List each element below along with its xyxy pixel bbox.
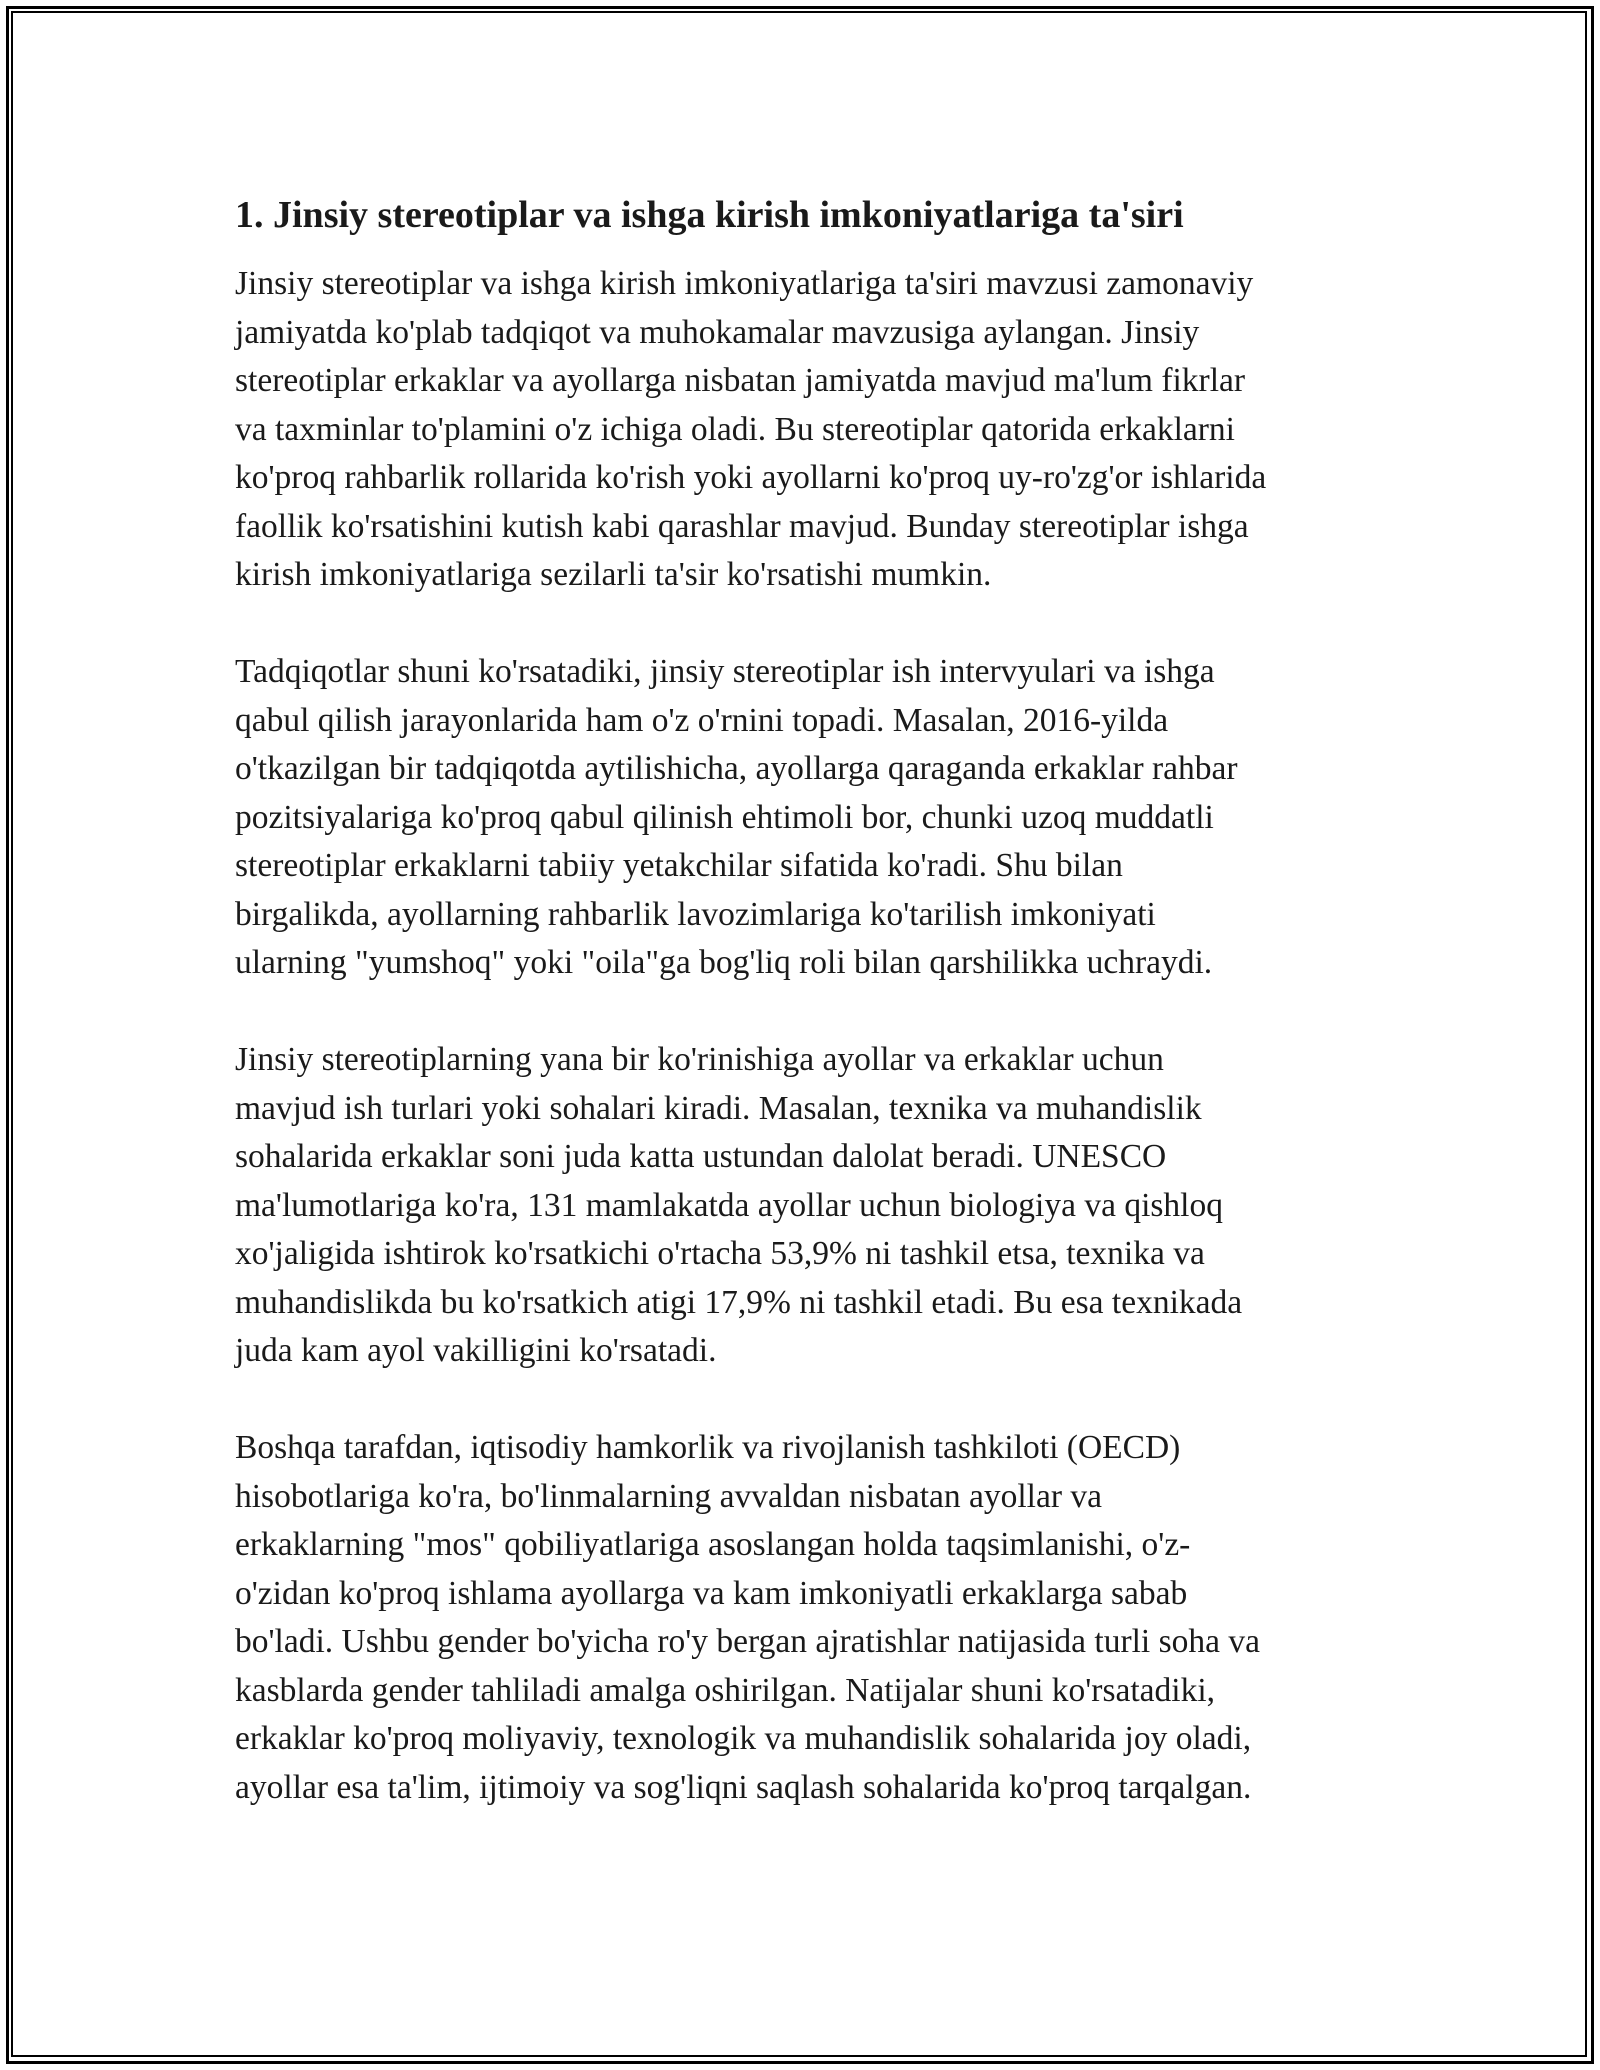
text-line: pozitsiyalariga ko'proq qabul qilinish ehtimoli bor, chunki uzoq muddatli (235, 798, 1214, 836)
text-line: ayollar esa ta'lim, ijtimoiy va sog'liqni saqlash sohalarida ko'proq tarqalgan. (235, 1768, 1252, 1806)
text-line: kirish imkoniyatlariga sezilarli ta'sir ko'rsatishi mumkin. (235, 556, 992, 593)
text-line: stereotiplar erkaklar va ayollarga nisbatan jamiyatda mavjud ma'lum fikrlar (235, 362, 1246, 399)
text-line: faollik ko'rsatishini kutish kabi qarashlar mavjud. Bunday stereotiplar ishga (235, 507, 1249, 545)
text-line: erkaklarning "mos" qobiliyatlariga asoslangan holda taqsimlanishi, o'z- (235, 1526, 1191, 1563)
text-line: xo'jaligida ishtirok ko'rsatkichi o'rtacha 53,9% ni tashkil etsa, texnika va (235, 1235, 1205, 1272)
text-line: mavjud ish turlari yoki sohalari kiradi. Masalan, texnika va muhandislik (235, 1089, 1202, 1127)
text-line: juda kam ayol vakilligini ko'rsatadi. (235, 1332, 717, 1369)
text-line: o'zidan ko'proq ishlama ayollarga va kam imkoniyatli erkaklarga sabab (235, 1574, 1188, 1612)
paragraph-4 (235, 1424, 1385, 1812)
text-line: Jinsiy stereotiplar va ishga kirish imkoniyatlariga ta'siri mavzusi zamonaviy (235, 265, 1254, 302)
text-line: jamiyatda ko'plab tadqiqot va muhokamalar mavzusiga aylangan. Jinsiy (235, 313, 1200, 351)
section-heading: 1. Jinsiy stereotiplar va ishga kirish imkoniyatlariga ta'siri (235, 194, 1184, 236)
paragraph-3 (235, 1036, 1385, 1376)
text-line: bo'ladi. Ushbu gender bo'yicha ro'y bergan ajratishlar natijasida turli soha va (235, 1623, 1260, 1660)
paragraph-1 (235, 260, 1385, 600)
paragraph-2 (235, 648, 1385, 988)
text-line: o'tkazilgan bir tadqiqotda aytilishicha, ayollarga qaraganda erkaklar rahbar (235, 750, 1238, 787)
text-line: sohalarida erkaklar soni juda katta ustundan dalolat beradi. UNESCO (235, 1138, 1167, 1175)
text-line: va taxminlar to'plamini o'z ichiga oladi. Bu stereotiplar qatorida erkaklarni (235, 410, 1235, 448)
text-line: ularning "yumshoq" yoki "oila"ga bog'liq roli bilan qarshilikka uchraydi. (235, 944, 1213, 981)
text-line: ko'proq rahbarlik rollarida ko'rish yoki ayollarni ko'proq uy-ro'zg'or ishlarida (235, 459, 1267, 496)
document-body (235, 186, 1385, 1861)
text-line: Jinsiy stereotiplarning yana bir ko'rinishiga ayollar va erkaklar uchun (235, 1041, 1164, 1078)
text-line: ma'lumotlariga ko'ra, 131 mamlakatda ayollar uchun biologiya va qishloq (235, 1186, 1223, 1224)
text-line: birgalikda, ayollarning rahbarlik lavozimlariga ko'tarilish imkoniyati (235, 895, 1156, 933)
text-line: erkaklar ko'proq moliyaviy, texnologik va muhandislik sohalarida joy oladi, (235, 1720, 1252, 1757)
text-line: Boshqa tarafdan, iqtisodiy hamkorlik va rivojlanish tashkiloti (OECD) (235, 1429, 1181, 1466)
text-line: stereotiplar erkaklarni tabiiy yetakchilar sifatida ko'radi. Shu bilan (235, 847, 1123, 884)
text-line: qabul qilish jarayonlarida ham o'z o'rnini topadi. Masalan, 2016-yilda (235, 701, 1169, 739)
text-line: muhandislikda bu ko'rsatkich atigi 17,9% ni tashkil etadi. Bu esa texnikada (235, 1283, 1243, 1321)
text-line: Tadqiqotlar shuni ko'rsatadiki, jinsiy stereotiplar ish intervyulari va ishga (235, 653, 1215, 690)
text-line: hisobotlariga ko'ra, bo'linmalarning avvaldan nisbatan ayollar va (235, 1477, 1102, 1515)
text-line: kasblarda gender tahliladi amalga oshirilgan. Natijalar shuni ko'rsatadiki, (235, 1671, 1216, 1709)
